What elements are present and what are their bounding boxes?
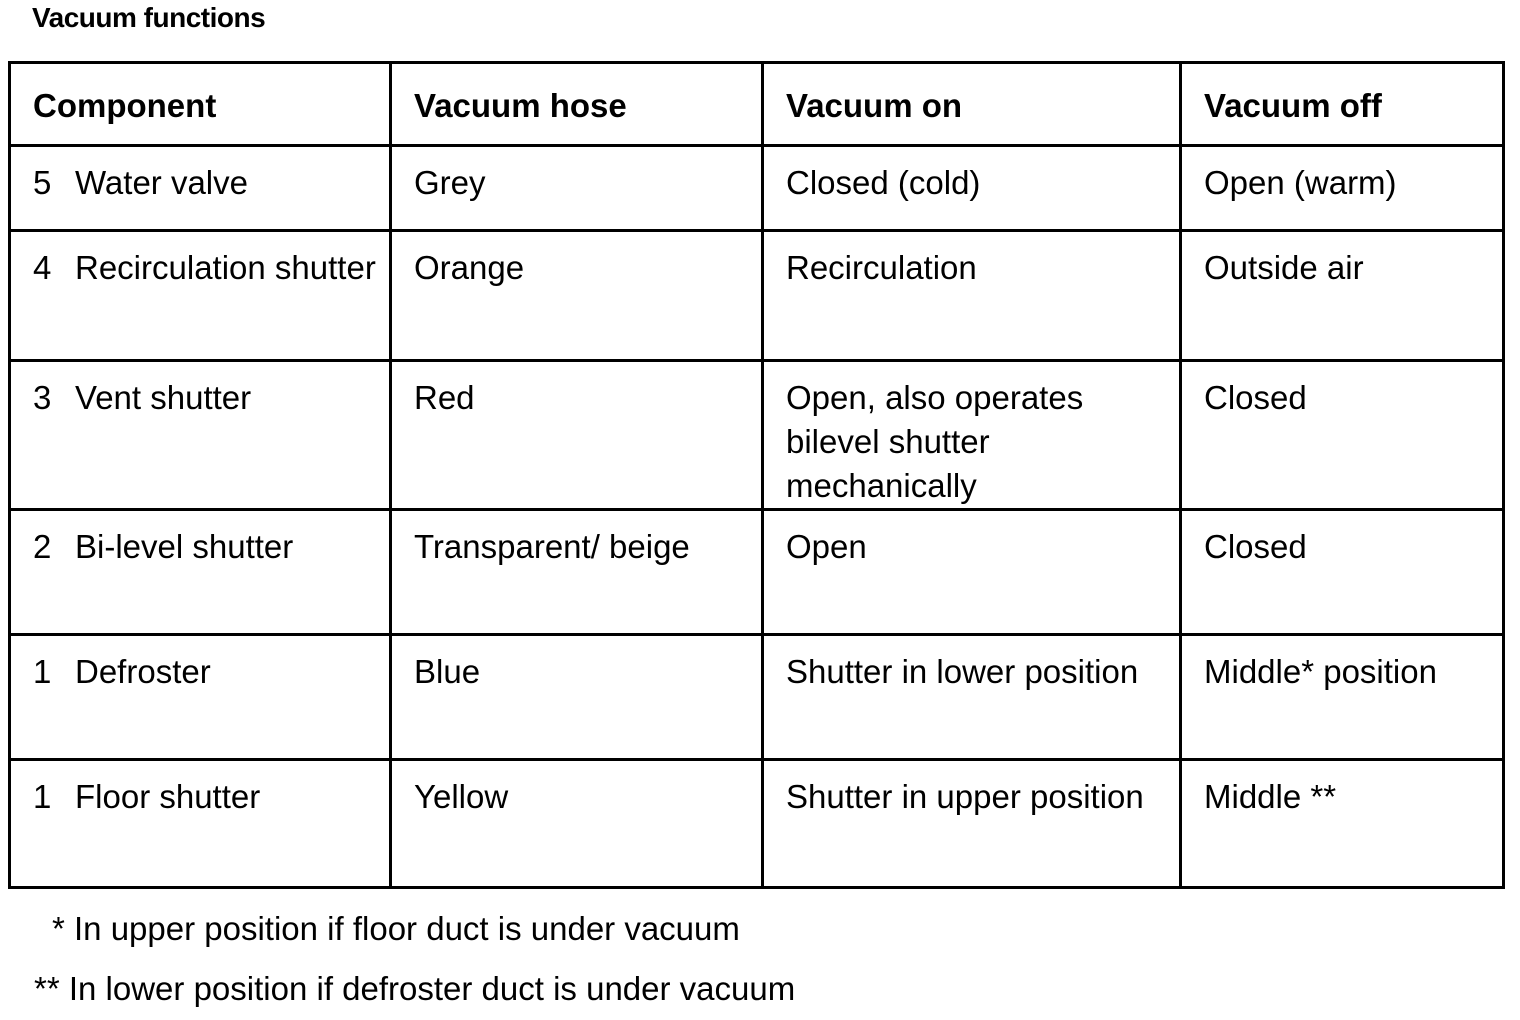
table-header-row [10, 63, 1504, 146]
component-number: 4 [33, 249, 52, 286]
component-number: 1 [33, 653, 52, 690]
table-row [10, 361, 1504, 510]
vacuum-on-cell: Open [763, 510, 1181, 635]
vacuum-off-cell: Outside air [1181, 231, 1504, 361]
component-name: Water valve [75, 164, 248, 201]
footnote-double-asterisk: ** In lower position if defroster duct is under vacuum [34, 970, 796, 1007]
component-name: Floor shutter [75, 778, 261, 815]
vacuum-hose-cell: Grey [391, 146, 763, 231]
table-row [10, 510, 1504, 635]
footnote-single-asterisk: * In upper position if floor duct is under vacuum [52, 910, 740, 947]
column-header-component: Component [10, 63, 391, 146]
component-number: 2 [33, 528, 52, 565]
vacuum-hose-cell: Orange [391, 231, 763, 361]
component-cell [10, 510, 391, 635]
table-row [10, 231, 1504, 361]
vacuum-off-cell: Middle ** [1181, 760, 1504, 888]
component-cell [10, 760, 391, 888]
component-cell [10, 635, 391, 760]
component-number: 3 [33, 379, 52, 416]
vacuum-on-cell: Shutter in upper position [763, 760, 1181, 888]
component-cell [10, 361, 391, 510]
vacuum-on-cell: Open, also operates bilevel shutter mechanically [763, 361, 1181, 510]
component-name: Recirculation shutter [75, 249, 376, 286]
component-name: Vent shutter [75, 379, 252, 416]
vacuum-off-cell: Closed [1181, 361, 1504, 510]
vacuum-off-cell: Middle* position [1181, 635, 1504, 760]
vacuum-functions-table [8, 61, 1505, 889]
component-name: Bi-level shutter [75, 528, 294, 565]
component-name: Defroster [75, 653, 211, 690]
table-row [10, 146, 1504, 231]
vacuum-on-cell: Closed (cold) [763, 146, 1181, 231]
component-cell [10, 231, 391, 361]
vacuum-hose-cell: Blue [391, 635, 763, 760]
component-cell [10, 146, 391, 231]
column-header-vacuum-off: Vacuum off [1181, 63, 1504, 146]
table-row [10, 760, 1504, 888]
component-number: 5 [33, 164, 52, 201]
table-row [10, 635, 1504, 760]
vacuum-hose-cell: Transparent/ beige [391, 510, 763, 635]
component-number: 1 [33, 778, 52, 815]
vacuum-on-cell: Shutter in lower position [763, 635, 1181, 760]
vacuum-off-cell: Open (warm) [1181, 146, 1504, 231]
vacuum-hose-cell: Yellow [391, 760, 763, 888]
vacuum-on-cell: Recirculation [763, 231, 1181, 361]
column-header-vacuum-on: Vacuum on [763, 63, 1181, 146]
column-header-vacuum-hose: Vacuum hose [391, 63, 763, 146]
page-title: Vacuum functions [32, 2, 266, 33]
vacuum-hose-cell: Red [391, 361, 763, 510]
vacuum-off-cell: Closed [1181, 510, 1504, 635]
